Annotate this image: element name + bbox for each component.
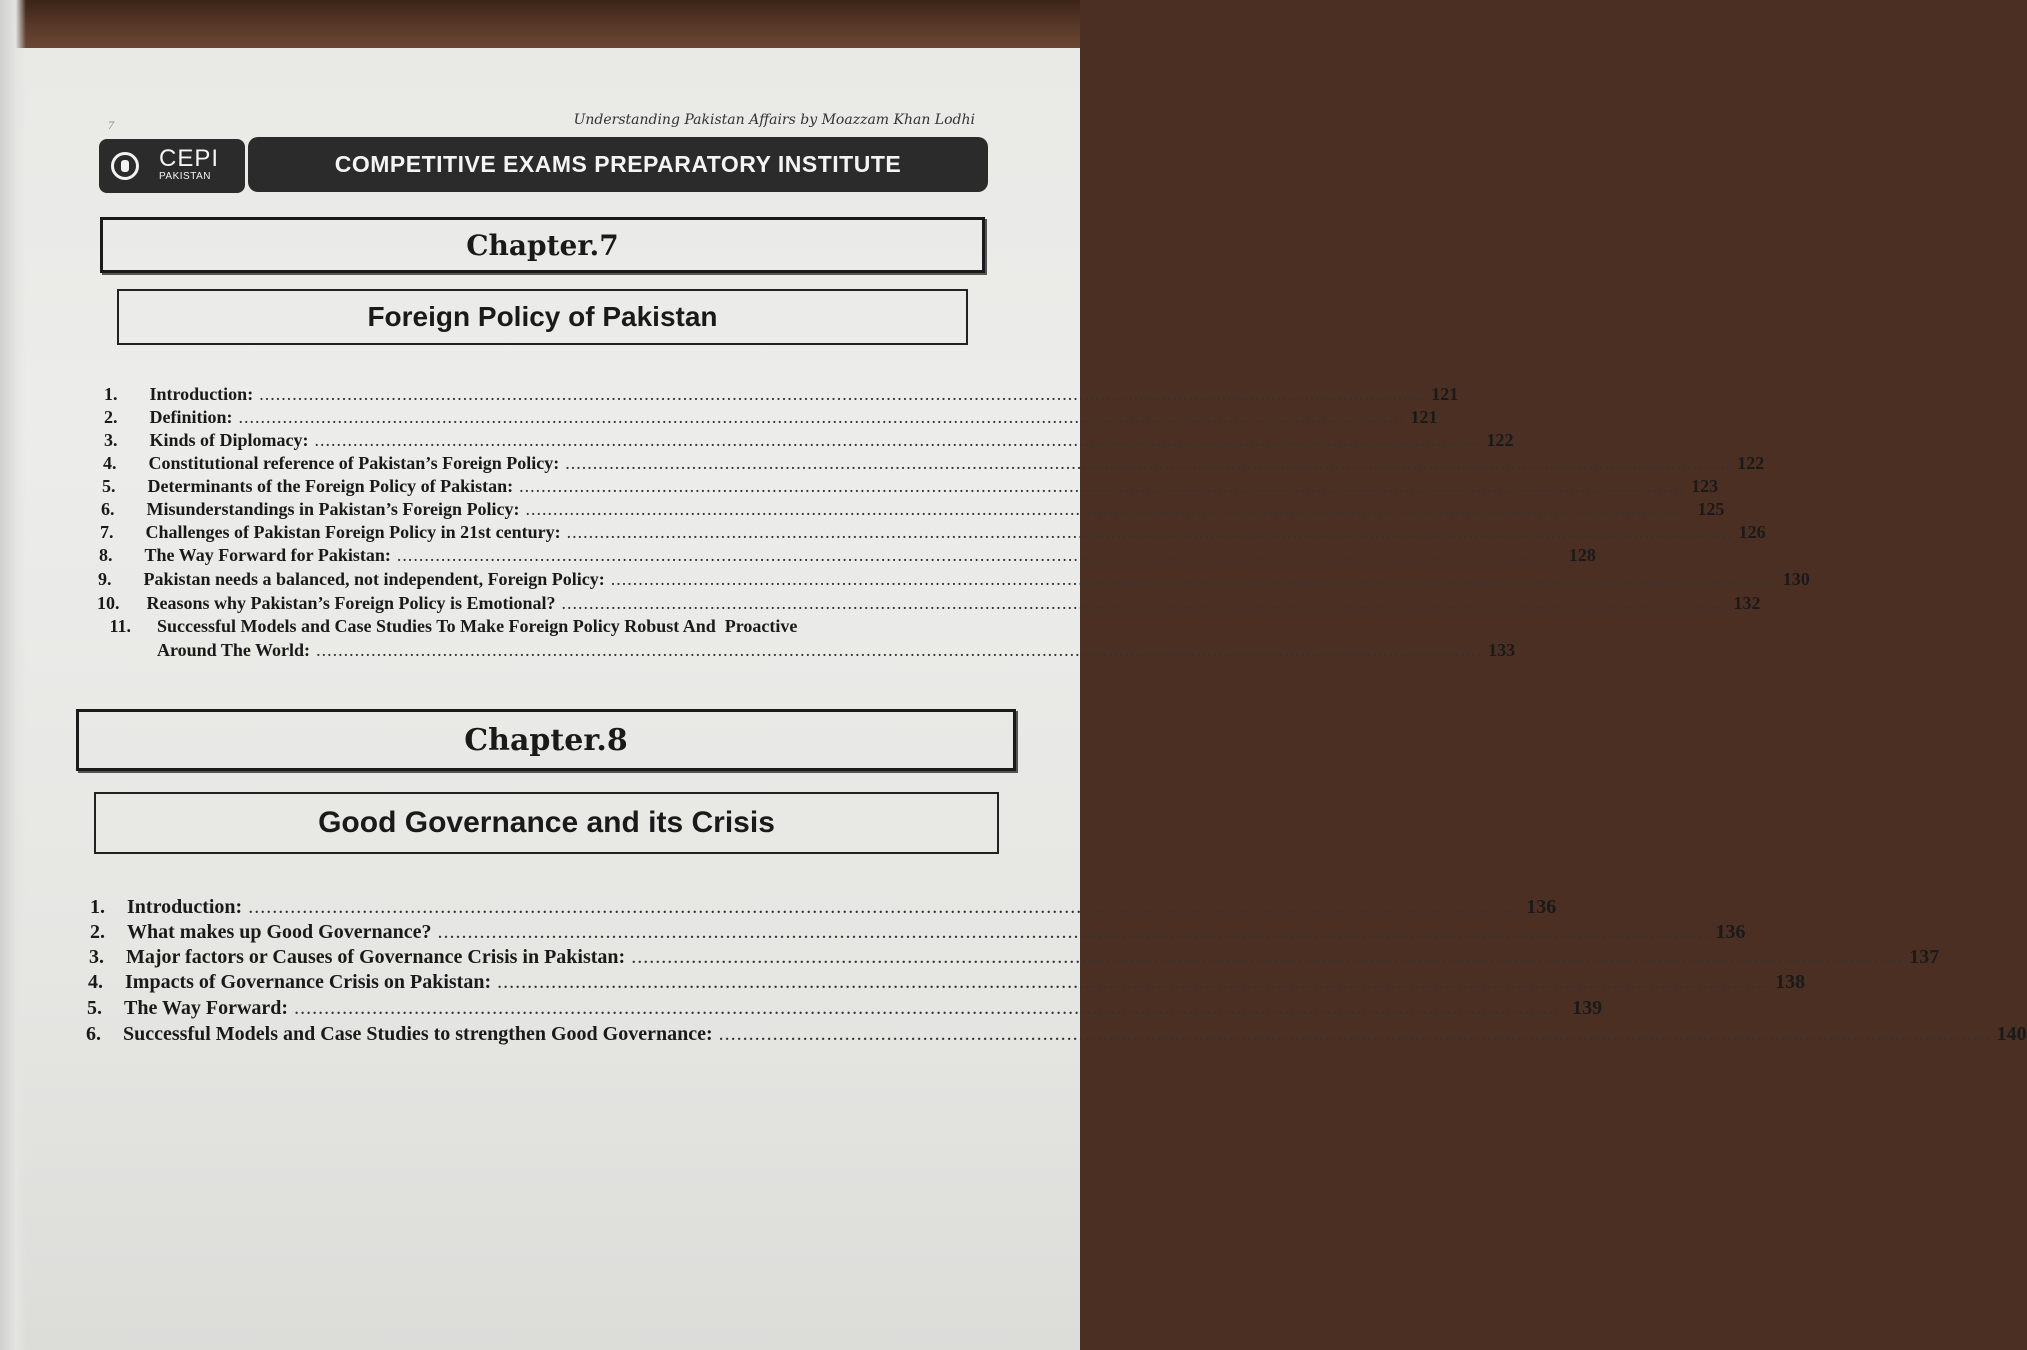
toc-entry-title: Pakistan needs a balanced, not independent, Foreign Policy: — [143, 569, 605, 589]
toc-leader-dots: .................................................................................................................................................................................................................... — [565, 453, 1732, 473]
toc-leader-dots: .................................................................................................................................................................................................................... — [561, 593, 1728, 613]
toc-entry-number: 1. — [90, 896, 105, 918]
toc-leader-dots: .................................................................................................................................................................................................................... — [314, 430, 1481, 450]
toc-entry-title: Impacts of Governance Crisis on Pakistan: — [125, 971, 492, 993]
toc-entry-title: What makes up Good Governance? — [127, 921, 432, 943]
toc-entry-page: 136 — [1715, 921, 1746, 943]
toc-entry-page: 140 — [1996, 1023, 2027, 1045]
toc-entry-title: Successful Models and Case Studies to strengthen Good Governance: — [123, 1023, 713, 1045]
toc-entry-title: The Way Forward for Pakistan: — [144, 545, 391, 565]
toc-leader-dots: .................................................................................................................................................................................................................... — [248, 896, 1521, 918]
toc-entry-number: 11. — [109, 616, 131, 636]
toc-entry-page: 125 — [1697, 499, 1725, 519]
toc-leader-dots: .................................................................................................................................................................................................................... — [519, 476, 1686, 496]
toc-entry-continued — [157, 640, 1516, 661]
toc-entry-title: Reasons why Pakistan’s Foreign Policy is Emotional? — [146, 593, 556, 613]
toc-entry — [98, 569, 1810, 590]
toc-entry-page: 121 — [1410, 407, 1438, 427]
toc-entry-title: Major factors or Causes of Governance Crisis in Pakistan: — [126, 946, 626, 968]
toc-entry-page: 138 — [1775, 971, 1806, 993]
toc-entry-title: Successful Models and Case Studies To Make Foreign Policy Robust And Proactive — [157, 616, 798, 636]
toc-entry-title: The Way Forward: — [124, 997, 289, 1019]
toc-entry — [102, 476, 1719, 497]
page-number: 7 — [108, 118, 114, 132]
chapter-8-title-box — [94, 792, 999, 854]
toc-entry — [104, 384, 1459, 405]
toc-leader-dots: .................................................................................................................................................................................................................... — [259, 384, 1426, 404]
chapter-7-title-box — [117, 289, 968, 345]
toc-entry-number: 2. — [90, 921, 105, 943]
toc-entry-page: 122 — [1737, 453, 1765, 473]
toc-entry — [89, 946, 1940, 969]
running-header: Understanding Pakistan Affairs by Moazzam Khan Lodhi — [573, 112, 975, 128]
toc-entry-number: 3. — [104, 430, 118, 450]
chapter-7-heading-box — [100, 217, 985, 273]
toc-entry-title-continued: Around The World: — [157, 640, 311, 660]
toc-leader-dots: .................................................................................................................................................................................................................... — [631, 946, 1904, 968]
toc-entry — [90, 921, 1746, 944]
cepi-logo — [99, 139, 245, 193]
institute-banner — [248, 137, 988, 192]
toc-entry-number: 8. — [99, 545, 113, 565]
chapter-8-heading-box — [76, 709, 1016, 771]
toc-entry-page: 121 — [1431, 384, 1459, 404]
toc-entry — [103, 453, 1765, 474]
toc-entry-number: 6. — [86, 1023, 101, 1045]
toc-leader-dots: .................................................................................................................................................................................................................... — [238, 407, 1405, 427]
toc-entry-page: 128 — [1568, 545, 1596, 565]
toc-entry — [100, 522, 1766, 543]
toc-entry — [104, 407, 1438, 428]
toc-entry-page: 130 — [1782, 569, 1810, 589]
institute-banner-text: COMPETITIVE EXAMS PREPARATORY INSTITUTE — [334, 151, 902, 177]
toc-entry-title: Determinants of the Foreign Policy of Pakistan: — [147, 476, 514, 496]
toc-entry-number: 6. — [101, 499, 115, 519]
toc-entry-page: 122 — [1486, 430, 1514, 450]
toc-leader-dots: .................................................................................................................................................................................................................... — [525, 499, 1692, 519]
toc-entry-page: 126 — [1738, 522, 1766, 542]
toc-entry-number: 2. — [104, 407, 118, 427]
toc-entry — [97, 593, 1761, 614]
toc-entry-page: 133 — [1488, 640, 1516, 660]
toc-entry-page: 136 — [1526, 896, 1557, 918]
toc-entry-number: 4. — [88, 971, 103, 993]
toc-entry-page: 132 — [1733, 593, 1761, 613]
toc-leader-dots: .................................................................................................................................................................................................................... — [566, 522, 1733, 542]
toc-entry — [87, 997, 1603, 1020]
toc-entry — [86, 1023, 2027, 1046]
toc-entry-number: 10. — [97, 593, 120, 613]
logo-name: CEPI — [159, 145, 220, 172]
toc-leader-dots: .................................................................................................................................................................................................................... — [316, 640, 1483, 660]
toc-entry-title: Misunderstandings in Pakistan’s Foreign Policy: — [146, 499, 520, 519]
chapter-7-title: Foreign Policy of Pakistan — [367, 301, 718, 332]
logo-country: PAKISTAN — [159, 171, 211, 182]
toc-entry-title: Definition: — [149, 407, 233, 427]
page-edge-curl — [0, 0, 26, 1350]
toc-leader-dots: .................................................................................................................................................................................................................... — [396, 545, 1563, 565]
cepi-emblem-icon — [111, 152, 139, 180]
toc-entry-title: Constitutional reference of Pakistan’s Foreign Policy: — [148, 453, 560, 473]
toc-leader-dots: .................................................................................................................................................................................................................... — [610, 569, 1777, 589]
toc-entry-number: 5. — [102, 476, 116, 496]
toc-leader-dots: .................................................................................................................................................................................................................... — [718, 1023, 1991, 1045]
toc-entry — [101, 499, 1725, 520]
toc-entry-title: Kinds of Diplomacy: — [149, 430, 309, 450]
toc-entry — [99, 545, 1596, 566]
toc-entry-number: 7. — [100, 522, 114, 542]
toc-entry-number: 9. — [98, 569, 112, 589]
toc-entry-number: 1. — [104, 384, 118, 404]
toc-entry-title: Challenges of Pakistan Foreign Policy in 21st century: — [145, 522, 561, 542]
toc-entry-page: 137 — [1909, 946, 1940, 968]
toc-entry-title: Introduction: — [127, 896, 243, 918]
toc-entry-number: 4. — [103, 453, 117, 473]
toc-entry — [90, 896, 1557, 919]
toc-leader-dots: .................................................................................................................................................................................................................... — [294, 997, 1567, 1019]
toc-entry — [88, 971, 1806, 994]
chapter-8-heading: Chapter.8 — [464, 722, 628, 758]
toc-entry-number: 5. — [87, 997, 102, 1019]
toc-entry-page: 123 — [1691, 476, 1719, 496]
toc-leader-dots: .................................................................................................................................................................................................................... — [437, 921, 1710, 943]
toc-entry-page: 139 — [1572, 997, 1603, 1019]
toc-entry-title: Introduction: — [149, 384, 254, 404]
toc-entry-number: 3. — [89, 946, 104, 968]
chapter-8-title: Good Governance and its Crisis — [318, 806, 775, 839]
toc-leader-dots: .................................................................................................................................................................................................................... — [497, 971, 1770, 993]
toc-entry — [104, 430, 1514, 451]
chapter-7-heading: Chapter.7 — [466, 228, 619, 262]
toc-entry — [97, 616, 947, 637]
